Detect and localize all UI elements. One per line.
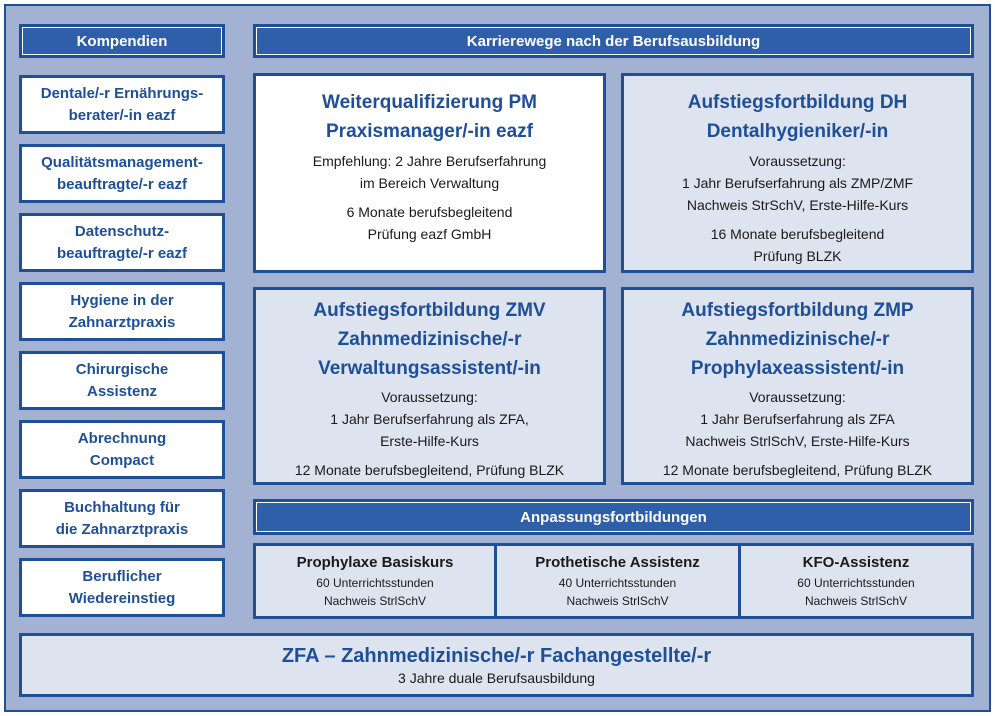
zfa-subtitle: 3 Jahre duale Berufsausbildung (398, 670, 595, 686)
anpassung-title: Prothetische Assistenz (535, 554, 700, 571)
card-text: Empfehlung: 2 Jahre Berufserfahrung (312, 153, 547, 169)
card-text: 12 Monate berufsbegleitend, Prüfung BLZK (662, 462, 933, 478)
card-title: Weiterqualifizierung PM (321, 92, 537, 113)
kompendium-box-abrechnung (19, 420, 225, 479)
card-text: 16 Monate berufsbegleitend (710, 226, 885, 242)
card-praxismanager (253, 73, 606, 273)
kompendium-box-buchhaltung (19, 489, 225, 548)
kompendium-line: beauftragte/-r eazf (56, 175, 188, 193)
card-title: Aufstiegsfortbildung ZMV (313, 300, 546, 321)
anpassung-text: 60 Unterrichtsstunden (797, 576, 915, 590)
anpassung-box-prophylaxe (253, 543, 497, 619)
card-text: Prüfung eazf GmbH (367, 226, 492, 242)
anpassung-header-label: Anpassungsfortbildungen (520, 508, 707, 526)
anpassung-text: Nachweis StrlSchV (323, 594, 427, 608)
anpassung-box-prothetik (494, 543, 741, 619)
card-title: Zahnmedizinische/-r (337, 329, 522, 350)
card-text: Prüfung BLZK (753, 248, 842, 264)
kompendium-box-ernaehrungsberater (19, 75, 225, 134)
card-zmp (621, 287, 974, 485)
kompendium-line: Zahnarztpraxis (68, 313, 176, 331)
kompendium-line: Assistenz (86, 382, 158, 400)
card-text: 1 Jahr Berufserfahrung als ZMP/ZMF (681, 175, 914, 191)
kompendium-line: Abrechnung (77, 429, 167, 447)
kompendium-line: berater/-in eazf (68, 106, 176, 124)
card-text: im Bereich Verwaltung (359, 175, 500, 191)
card-title: Verwaltungsassistent/-in (318, 358, 541, 379)
card-text: Nachweis StrlSchV, Erste-Hilfe-Kurs (685, 433, 910, 449)
anpassung-text: Nachweis StrlSchV (804, 594, 908, 608)
kompendien-header-label: Kompendien (76, 32, 168, 50)
anpassung-title: KFO-Assistenz (802, 554, 910, 571)
kompendium-line: Hygiene in der (70, 291, 174, 309)
card-dentalhygieniker (621, 73, 974, 273)
kompendium-line: beauftragte/-r eazf (56, 244, 188, 262)
anpassung-text: 60 Unterrichtsstunden (316, 576, 434, 590)
card-text: Erste-Hilfe-Kurs (380, 433, 479, 449)
card-title: Aufstiegsfortbildung ZMP (681, 300, 914, 321)
kompendium-line: Beruflicher (82, 567, 162, 585)
kompendium-line: Compact (89, 451, 155, 469)
anpassung-text: Nachweis StrlSchV (566, 594, 669, 608)
card-zmv (253, 287, 606, 485)
card-title: Aufstiegsfortbildung DH (687, 92, 908, 113)
card-title: Dentalhygieniker/-in (706, 121, 889, 142)
anpassung-text: 40 Unterrichtsstunden (558, 576, 677, 590)
kompendien-header (19, 24, 225, 58)
kompendium-line: die Zahnarztpraxis (55, 520, 189, 538)
kompendium-line: Buchhaltung für (64, 498, 180, 516)
anpassung-header (253, 499, 974, 535)
card-title: Prophylaxeassistent/-in (690, 358, 905, 379)
card-text: 6 Monate berufsbegleitend (346, 204, 513, 220)
kompendium-line: Wiedereinstieg (68, 589, 176, 607)
kompendium-box-qualitaetsmanagement (19, 144, 225, 203)
kompendium-box-datenschutz (19, 213, 225, 272)
card-title: Zahnmedizinische/-r (705, 329, 890, 350)
card-text: Voraussetzung: (749, 389, 846, 405)
kompendium-line: Dentale/-r Ernährungs- (40, 84, 204, 102)
kompendium-box-chirurgie (19, 351, 225, 410)
kompendium-box-hygiene (19, 282, 225, 341)
anpassung-box-kfo (738, 543, 974, 619)
anpassung-title: Prophylaxe Basiskurs (296, 554, 454, 571)
card-title: Praxismanager/-in eazf (326, 121, 533, 142)
card-text: Nachweis StrSchV, Erste-Hilfe-Kurs (686, 197, 909, 213)
card-text: 12 Monate berufsbegleitend, Prüfung BLZK (294, 462, 565, 478)
kompendium-line: Chirurgische (75, 360, 169, 378)
card-text: Voraussetzung: (749, 153, 846, 169)
card-text: Voraussetzung: (381, 389, 478, 405)
kompendium-line: Qualitätsmanagement- (41, 153, 203, 171)
card-text: 1 Jahr Berufserfahrung als ZFA (700, 411, 895, 427)
karriere-header (253, 24, 974, 58)
karriere-header-label: Karrierewege nach der Berufsausbildung (466, 32, 761, 50)
card-text: 1 Jahr Berufserfahrung als ZFA, (330, 411, 529, 427)
zfa-title: ZFA – Zahnmedizinische/-r Fachangestellte/-r (281, 645, 712, 667)
kompendium-line: Datenschutz- (74, 222, 170, 240)
zfa-base-box (19, 633, 974, 697)
kompendium-box-wiedereinstieg (19, 558, 225, 617)
